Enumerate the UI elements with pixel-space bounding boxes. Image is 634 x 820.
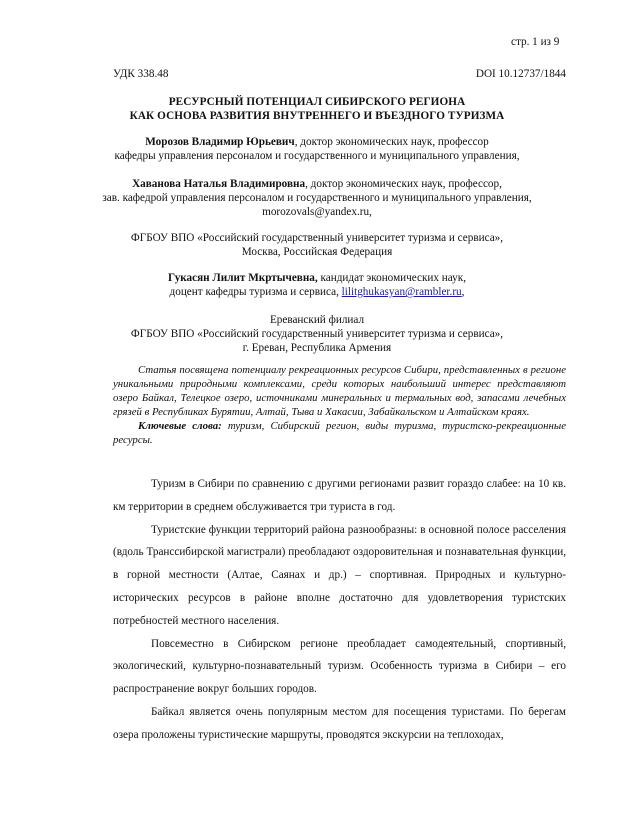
keywords-list: туризм, Сибирский регион, виды туризма, туристско-рекреационные ресурсы. — [113, 420, 566, 447]
doi-code: DOI 10.12737/1844 — [475, 68, 566, 80]
author-3-position-text: доцент кафедры туризма и сервиса, — [169, 286, 342, 298]
page-number: стр. 1 из 9 — [511, 36, 560, 48]
affiliation-1-line-2: Москва, Российская Федерация — [241, 246, 393, 258]
author-1-name: Морозов Владимир Юрьевич — [145, 136, 295, 148]
author-3-line-1 — [0, 272, 634, 284]
author-2-email: morozovals@yandex.ru, — [262, 206, 372, 218]
article-title-line-2: КАК ОСНОВА РАЗВИТИЯ ВНУТРЕННЕГО И ВЪЕЗДНОГО ТУРИЗМА — [129, 110, 505, 122]
udk-code: УДК 338.48 — [113, 68, 169, 80]
body-paragraph: Туристские функции территорий района разнообразны: в основной полосе расселения (вдоль Транссибирской магистрали) преобладают оздоровительная и познавательная функции, в горной местности (Алтае, Саянах и др.) – спортивная. Природных и культурно-исторических ресурсов в районе вполне достаточно для удовлетворения туристских потребностей местного населения. — [113, 523, 566, 627]
abstract-text: Статья посвящена потенциалу рекреационных ресурсов Сибири, представленных в регионе уникальными природными комплексами, среди которых наибольший интерес представляют озеро Байкал, Телецкое озеро, источниками минеральных и термальных вод, запасами лечебных грязей в Республиках Бурятии, Алтай, Тыва и Хакасии, Забайкальском и Алтайском краях. — [113, 364, 566, 419]
affiliation-2-line-3: г. Ереван, Республика Армения — [242, 342, 392, 354]
affiliation-2-line-2: ФГБОУ ВПО «Российский государственный университет туризма и сервиса», — [130, 328, 504, 340]
article-title-line-1: РЕСУРСНЫЙ ПОТЕНЦИАЛ СИБИРСКОГО РЕГИОНА — [168, 96, 466, 108]
author-1-line-1 — [0, 136, 634, 148]
author-3-email-suffix: , — [461, 286, 465, 298]
abstract — [113, 363, 566, 448]
body-paragraph: Повсеместно в Сибирском регионе преобладает самодеятельный, спортивный, экологический, культурно-познавательный туризм. Особенность туризма в Сибири – его распространение вокруг больших городов. — [113, 637, 566, 696]
body-paragraph: Туризм в Сибири по сравнению с другими регионами развит гораздо слабее: на 10 кв. км территории в среднем обслуживается три туриста в год. — [113, 478, 566, 513]
keywords — [113, 419, 566, 447]
author-3-degree: кандидат экономических наук, — [317, 272, 466, 284]
keywords-label: Ключевые слова: — [138, 420, 222, 433]
affiliation-2-line-1: Ереванский филиал — [269, 314, 365, 326]
author-2-position: зав. кафедрой управления персоналом и государственного и муниципального управления, — [102, 192, 532, 204]
author-2-name: Хаванова Наталья Владимировна — [132, 178, 306, 190]
affiliation-1-line-1: ФГБОУ ВПО «Российский государственный университет туризма и сервиса», — [130, 232, 504, 244]
author-2-degree: , доктор экономических наук, профессор, — [305, 178, 502, 190]
author-3-email-link[interactable]: lilitghukasyan@rambler.ru — [341, 286, 462, 298]
author-3-name: Гукасян Лилит Мкртычевна, — [168, 272, 318, 284]
author-2-line-1 — [0, 178, 634, 190]
author-3-position — [0, 286, 634, 298]
author-1-position: кафедры управления персоналом и государственного и муниципального управления, — [114, 150, 520, 162]
author-1-degree: , доктор экономических наук, профессор — [294, 136, 489, 148]
body-paragraph: Байкал является очень популярным местом для посещения туристами. По берегам озера проложены туристические маршруты, проводятся экскурсии на теплоходах, — [113, 705, 566, 741]
article-body — [113, 473, 566, 747]
